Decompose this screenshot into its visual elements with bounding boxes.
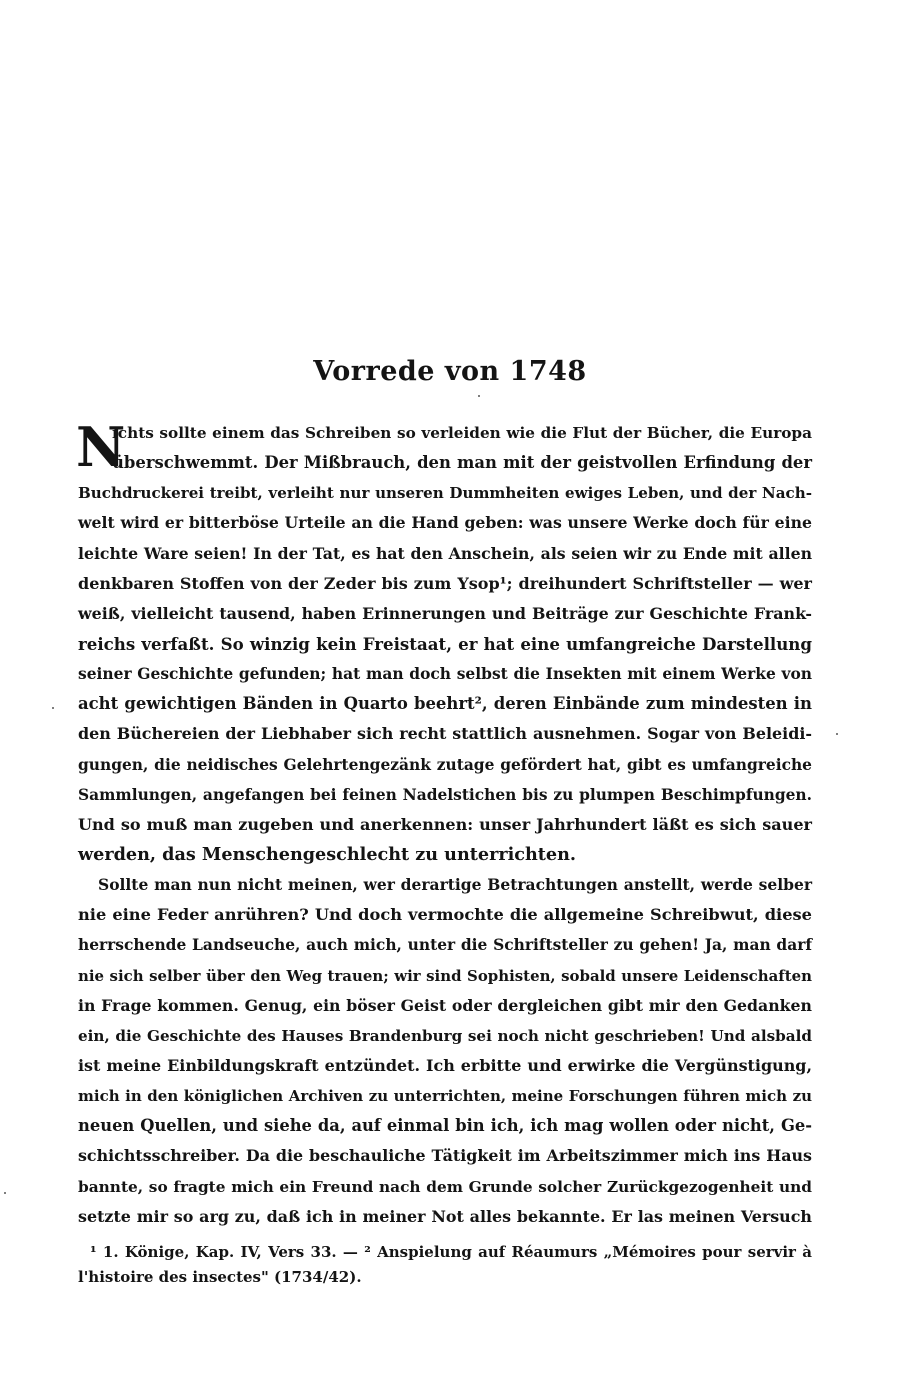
- footnote-line: l'histoire des insectes" (1734/42).: [78, 1268, 362, 1286]
- text-line: setzte mir so arg zu, daß ich in meiner Not alles bekannte. Er las meinen Versuch: [78, 1206, 812, 1226]
- print-speck: [836, 733, 838, 735]
- text-line: weiß, vielleicht tausend, haben Erinnerungen und Beiträge zur Geschichte Frank-: [78, 603, 812, 623]
- text-line: in Frage kommen. Genug, ein böser Geist oder dergleichen gibt mir den Gedanken: [78, 995, 812, 1015]
- text-line: nie sich selber über den Weg trauen; wir sind Sophisten, sobald unsere Leidenschaften: [78, 966, 812, 985]
- text-line: leichte Ware seien! In der Tat, es hat den Anschein, als seien wir zu Ende mit allen: [78, 543, 812, 563]
- page-title: Vorrede von 1748: [313, 356, 587, 387]
- paragraph-2: [78, 870, 812, 1232]
- text-line: neuen Quellen, und siehe da, auf einmal bin ich, ich mag wollen oder nicht, Ge-: [78, 1116, 812, 1136]
- text-line: ein, die Geschichte des Hauses Brandenburg sei noch nicht geschrieben! Und alsbald: [78, 1026, 812, 1045]
- print-speck: [478, 395, 480, 397]
- print-speck: [52, 707, 54, 709]
- main-text: [76, 415, 812, 1232]
- text-line: reichs verfaßt. So winzig kein Freistaat, er hat eine umfangreiche Darstellung: [78, 633, 812, 654]
- text-line: werden, das Menschengeschlecht zu unterrichten.: [78, 843, 577, 865]
- text-line: gungen, die neidisches Gelehrtengezänk zutage gefördert hat, gibt es umfangreiche: [78, 755, 812, 774]
- text-line: Sammlungen, angefangen bei feinen Nadelstichen bis zu plumpen Beschimpfungen.: [78, 785, 812, 804]
- text-line: bannte, so fragte mich ein Freund nach dem Grunde solcher Zurückgezogenheit und: [78, 1177, 812, 1196]
- text-line: Buchdruckerei treibt, verleiht nur unseren Dummheiten ewiges Leben, und der Nach-: [78, 484, 812, 503]
- text-line: schichtsschreiber. Da die beschauliche Tätigkeit im Arbeitszimmer mich ins Haus: [78, 1146, 812, 1166]
- text-line: mich in den königlichen Archiven zu unterrichten, meine Forschungen führen mich zu: [78, 1087, 812, 1106]
- text-line: acht gewichtigen Bänden in Quarto beehrt², deren Einbände zum mindesten in: [78, 694, 812, 714]
- text-line: denkbaren Stoffen von der Zeder bis zum Ysop¹; dreihundert Schriftsteller — wer: [78, 573, 812, 593]
- text-line: ist meine Einbildungskraft entzündet. Ich erbitte und erwirke die Vergünstigung,: [78, 1055, 812, 1075]
- paragraph-1: [76, 415, 812, 870]
- drop-cap: N: [76, 415, 126, 479]
- text-line: den Büchereien der Liebhaber sich recht stattlich ausnehmen. Sogar von Beleidi-: [78, 724, 812, 744]
- footnotes: [78, 1240, 812, 1290]
- text-line: seiner Geschichte gefunden; hat man doch selbst die Insekten mit einem Werke von: [78, 664, 812, 684]
- text-line: überschwemmt. Der Mißbrauch, den man mit der geistvollen Erfindung der: [112, 453, 812, 473]
- text-line: herrschende Landseuche, auch mich, unter die Schriftsteller zu gehen! Ja, man darf: [78, 936, 812, 955]
- text-line: ichts sollte einem das Schreiben so verleiden wie die Flut der Bücher, die Europa: [112, 424, 812, 442]
- footnote-line: ¹ 1. Könige, Kap. IV, Vers 33. — ² Anspielung auf Réaumurs „Mémoires pour servir à: [90, 1243, 812, 1261]
- text-line: nie eine Feder anrühren? Und doch vermochte die allgemeine Schreibwut, diese: [78, 905, 812, 925]
- text-line: Sollte man nun nicht meinen, wer derartige Betrachtungen anstellt, werde selber: [98, 875, 812, 895]
- text-line: Und so muß man zugeben und anerkennen: unser Jahrhundert läßt es sich sauer: [78, 814, 812, 834]
- print-speck: [4, 1192, 6, 1194]
- text-line: welt wird er bitterböse Urteile an die Hand geben: was unsere Werke doch für eine: [78, 513, 812, 533]
